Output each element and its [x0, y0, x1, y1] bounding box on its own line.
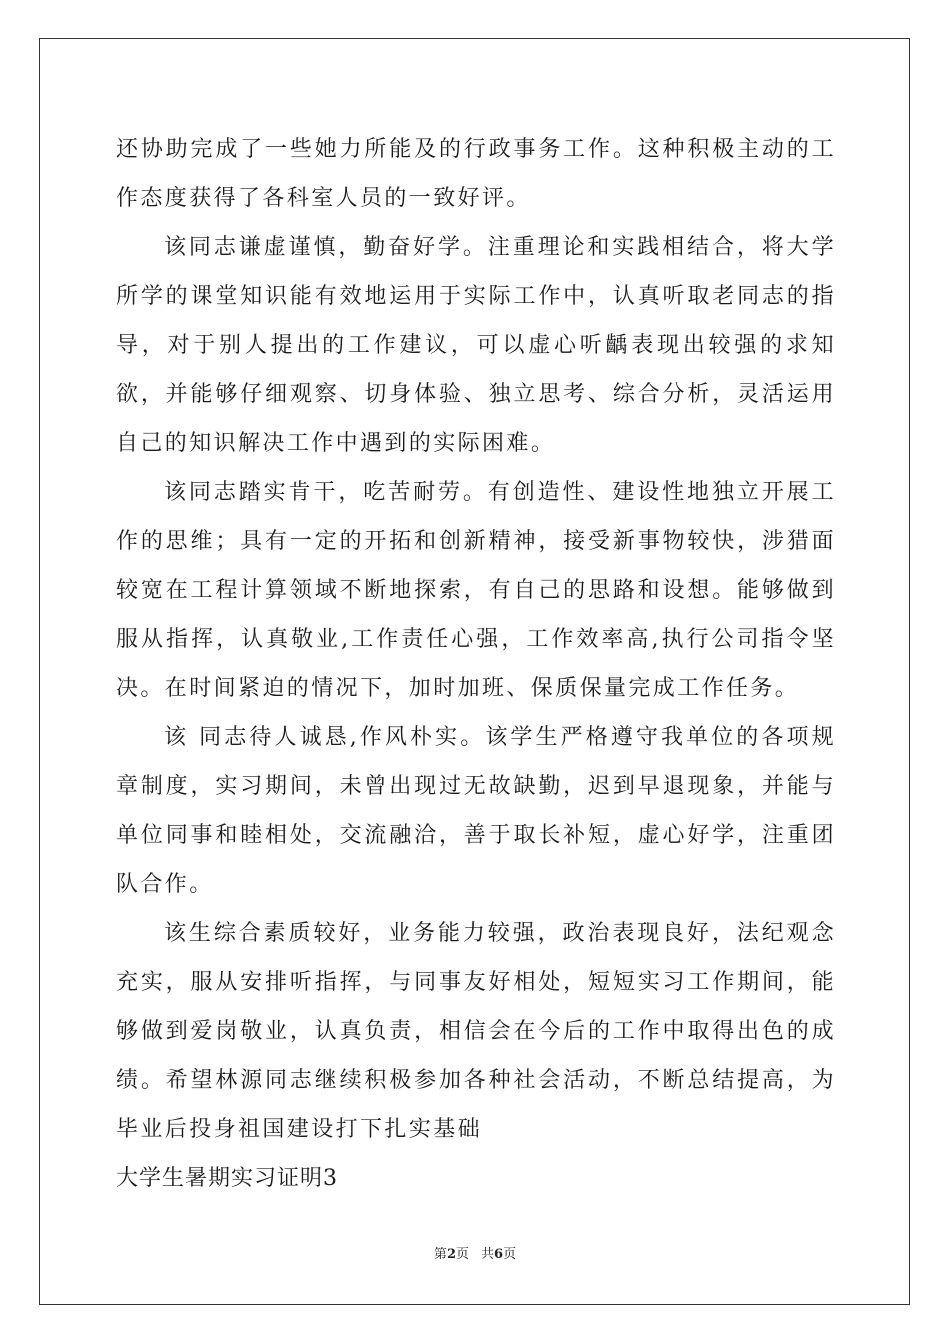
paragraph-line: 望林源同志继续积极参加各种社会活动，不断总结提高，为毕业后投 [116, 1068, 836, 1142]
section-heading: 大学生暑期实习证明3 [116, 1166, 338, 1191]
paragraph-line: 该同志踏实肯干，吃苦耐劳。有创造性、建设性地独立开展工作 [116, 480, 836, 554]
paragraph-1 [116, 125, 836, 223]
paragraph-line: 态度获得了各科室人员的一致好评。 [140, 186, 531, 211]
footer-total-unit: 页 [503, 1247, 517, 1262]
document-body [116, 125, 836, 1203]
paragraph-line: 制度，实习期间，未曾出现过无故缺勤，迟到早退现象，并能与单位 [116, 774, 836, 848]
paragraph-line: 学的课堂知识能有效地运用于实际工作中，认真听取老同志的指导， [116, 284, 836, 358]
paragraph-line: 还协助完成了一些她力所能及的行政事务工作。这种积极主动的工作 [116, 137, 836, 211]
paragraph-line: 该 同志待人诚恳,作风朴实。该学生严格遵守我单位的各项规章 [116, 725, 836, 799]
page-footer [0, 1246, 950, 1264]
paragraph-line: 实，服从安排听指挥，与同事友好相处，短短实习工作期间，能够做 [116, 970, 836, 1044]
paragraph-line: 身祖国建设打下扎实基础 [213, 1117, 483, 1142]
paragraph-line: 的思维；具有一定的开拓和创新精神，接受新事物较快，涉猎面较宽 [116, 529, 836, 603]
paragraph-line: 对于别人提出的工作建议，可以虚心听齲表现出较强的求知欲，并能 [116, 333, 836, 407]
paragraph-line: 在工程计算领域不断地探索，有自己的思路和设想。能够做到服从指 [116, 578, 836, 652]
paragraph-line: 该生综合素质较好，业务能力较强，政治表现良好，法纪观念充 [116, 921, 836, 995]
footer-prefix: 第 [433, 1247, 447, 1262]
current-page-number: 2 [446, 1247, 456, 1262]
paragraph-line: 到爱岗敬业，认真负责，相信会在今后的工作中取得出色的成绩。希 [116, 1019, 836, 1093]
paragraph-3 [116, 468, 836, 713]
paragraph-4 [116, 713, 836, 909]
paragraph-2 [116, 223, 836, 468]
paragraph-line: 间紧迫的情况下，加时加班、保质保量完成工作任务。 [213, 676, 800, 701]
paragraph-line: 同事和睦相处，交流融洽，善于取长补短，虚心好学，注重团队合作。 [116, 823, 836, 897]
paragraph-line: 够仔细观察、切身体验、独立思考、综合分析，灵活运用自己的知识 [116, 382, 836, 456]
paragraph-line: 解决工作中遇到的实际困难。 [238, 431, 556, 456]
paragraph-line: 该同志谦虚谨慎，勤奋好学。注重理论和实践相结合，将大学所 [116, 235, 836, 309]
total-page-number: 6 [494, 1247, 504, 1262]
paragraph-5 [116, 909, 836, 1154]
footer-total-prefix: 共 [481, 1247, 495, 1262]
footer-page-unit: 页 [455, 1247, 469, 1262]
paragraph-line: 挥，认真敬业,工作责任心强，工作效率高,执行公司指令坚决。在时 [116, 627, 836, 701]
